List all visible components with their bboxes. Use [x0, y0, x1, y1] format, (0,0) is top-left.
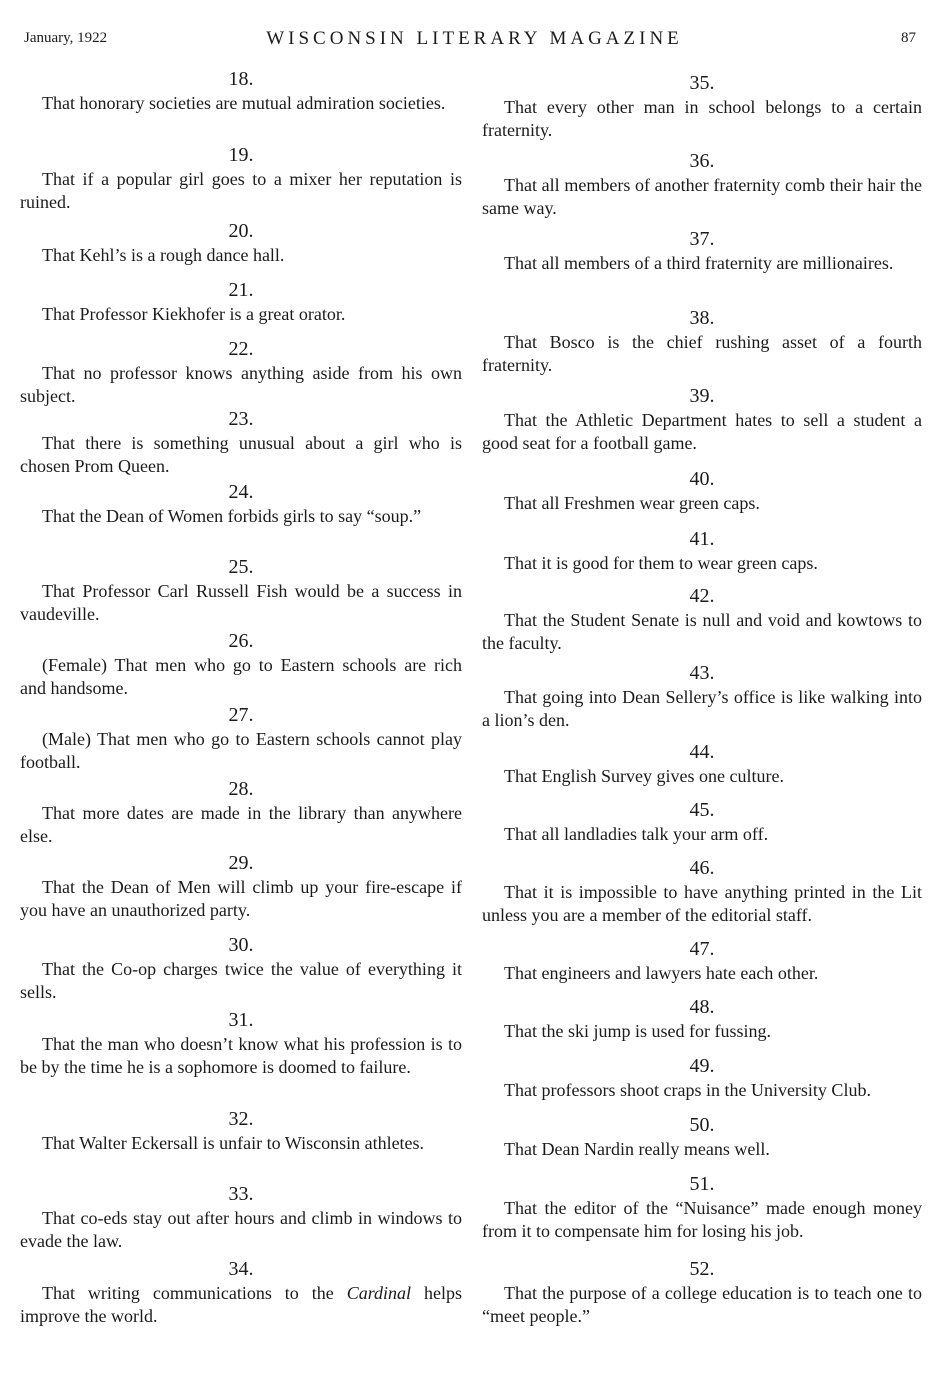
- item-number: 48.: [689, 996, 715, 1018]
- list-item-27: [20, 704, 462, 774]
- item-number: 41.: [689, 528, 715, 550]
- item-number: 34.: [228, 1258, 254, 1280]
- list-item-20: [20, 220, 462, 267]
- list-item-19: [20, 144, 462, 214]
- item-text: That it is good for them to wear green caps.: [504, 553, 818, 573]
- item-number: 27.: [228, 704, 254, 726]
- item-text: That co-eds stay out after hours and climb in windows to evade the law.: [20, 1208, 462, 1251]
- item-text: That the Athletic Department hates to sell a student a good seat for a football game.: [482, 410, 922, 453]
- item-number: 50.: [689, 1114, 715, 1136]
- item-text: That the Co-op charges twice the value of everything it sells.: [20, 959, 462, 1002]
- list-item-43: [482, 662, 922, 732]
- item-number: 35.: [689, 72, 715, 94]
- list-item-22: [20, 338, 462, 408]
- list-item-51: [482, 1173, 922, 1243]
- item-number: 37.: [689, 228, 715, 250]
- list-item-28: [20, 778, 462, 848]
- item-text: That the Student Senate is null and void and kowtows to the faculty.: [482, 610, 922, 653]
- item-text-part: helps improve the world.: [20, 1283, 463, 1326]
- item-text: That there is something unusual about a girl who is chosen Prom Queen.: [20, 433, 462, 476]
- item-number: 36.: [689, 150, 715, 172]
- item-number: 24.: [228, 481, 254, 503]
- list-item-50: [482, 1114, 922, 1161]
- item-text: That professors shoot craps in the University Club.: [504, 1080, 871, 1100]
- list-item-52: [482, 1258, 922, 1328]
- list-item-26: [20, 630, 462, 700]
- item-text: That Professor Carl Russell Fish would be a success in vaudeville.: [20, 581, 462, 624]
- list-item-49: [482, 1055, 922, 1102]
- item-text: (Female) That men who go to Eastern schools are rich and handsome.: [20, 655, 462, 698]
- item-text: That all members of a third fraternity are millionaires.: [504, 253, 894, 273]
- magazine-title: WISCONSIN LITERARY MAGAZINE: [266, 28, 683, 49]
- item-number: 30.: [228, 934, 254, 956]
- item-text: That Bosco is the chief rushing asset of a fourth fraternity.: [482, 332, 922, 375]
- item-text: That Dean Nardin really means well.: [504, 1139, 770, 1159]
- item-text: That every other man in school belongs to a certain fraternity.: [482, 97, 922, 140]
- page-number: 87: [901, 30, 916, 46]
- item-text: That Kehl’s is a rough dance hall.: [42, 245, 285, 265]
- list-item-40: [482, 468, 922, 515]
- item-number: 43.: [689, 662, 715, 684]
- item-text: That the Dean of Women forbids girls to say “soup.”: [42, 506, 422, 526]
- item-number: 33.: [228, 1183, 254, 1205]
- page-header: [0, 30, 949, 54]
- item-number: 28.: [228, 778, 254, 800]
- item-text: [20, 1282, 462, 1328]
- item-text: That all members of another fraternity comb their hair the same way.: [482, 175, 922, 218]
- list-item-41: [482, 528, 922, 575]
- list-item-36: [482, 150, 922, 220]
- item-text: (Male) That men who go to Eastern schools cannot play football.: [20, 729, 462, 772]
- item-text: That more dates are made in the library than anywhere else.: [20, 803, 462, 846]
- item-text: That honorary societies are mutual admiration societies.: [42, 93, 446, 113]
- item-text: That English Survey gives one culture.: [504, 766, 784, 786]
- item-text-part: That writing communications to the: [42, 1283, 347, 1303]
- item-number: 32.: [228, 1108, 254, 1130]
- item-number: 44.: [689, 741, 715, 763]
- item-number: 23.: [228, 408, 254, 430]
- item-text: That all landladies talk your arm off.: [504, 824, 769, 844]
- item-number: 19.: [228, 144, 254, 166]
- list-item-30: [20, 934, 462, 1004]
- list-item-48: [482, 996, 922, 1043]
- item-number: 20.: [228, 220, 254, 242]
- item-text: That the Dean of Men will climb up your fire-escape if you have an unauthorized party.: [20, 877, 462, 920]
- item-number: 47.: [689, 938, 715, 960]
- item-text: That if a popular girl goes to a mixer her reputation is ruined.: [20, 169, 462, 212]
- item-number: 25.: [228, 556, 254, 578]
- list-item-31: [20, 1009, 462, 1079]
- list-item-38: [482, 307, 922, 377]
- item-number: 26.: [228, 630, 254, 652]
- item-text: That all Freshmen wear green caps.: [504, 493, 760, 513]
- list-item-23: [20, 408, 462, 478]
- list-item-34: [20, 1258, 462, 1328]
- item-text: That Walter Eckersall is unfair to Wisconsin athletes.: [42, 1133, 425, 1153]
- item-number: 49.: [689, 1055, 715, 1077]
- item-number: 18.: [228, 68, 254, 90]
- item-number: 52.: [689, 1258, 715, 1280]
- item-number: 42.: [689, 585, 715, 607]
- list-item-25: [20, 556, 462, 626]
- item-text: That the ski jump is used for fussing.: [504, 1021, 771, 1041]
- item-text: That the editor of the “Nuisance” made enough money from it to compensate him for losing his job.: [482, 1198, 922, 1241]
- list-item-24: [20, 481, 462, 528]
- publication-name: Cardinal: [346, 1283, 412, 1303]
- list-item-37: [482, 228, 922, 275]
- list-item-18: [20, 68, 462, 115]
- item-text: That engineers and lawyers hate each other.: [504, 963, 819, 983]
- item-number: 22.: [228, 338, 254, 360]
- item-number: 29.: [228, 852, 254, 874]
- list-item-39: [482, 385, 922, 455]
- item-text: That no professor knows anything aside from his own subject.: [20, 363, 462, 406]
- item-text: That going into Dean Sellery’s office is like walking into a lion’s den.: [482, 687, 922, 730]
- list-item-44: [482, 741, 922, 788]
- item-text: That the purpose of a college education is to teach one to “meet people.”: [482, 1283, 922, 1326]
- item-text: That it is impossible to have anything printed in the Lit unless you are a member of the editorial staff.: [482, 882, 922, 925]
- item-number: 51.: [689, 1173, 715, 1195]
- item-text: That Professor Kiekhofer is a great orator.: [42, 304, 346, 324]
- item-number: 21.: [228, 279, 254, 301]
- list-item-32: [20, 1108, 462, 1155]
- list-item-46: [482, 857, 922, 927]
- item-number: 46.: [689, 857, 715, 879]
- item-number: 45.: [689, 799, 715, 821]
- list-item-35: [482, 72, 922, 142]
- item-number: 38.: [689, 307, 715, 329]
- list-item-21: [20, 279, 462, 326]
- item-text: That the man who doesn’t know what his profession is to be by the time he is a sophomore is doomed to failure.: [20, 1034, 462, 1077]
- item-number: 39.: [689, 385, 715, 407]
- item-number: 40.: [689, 468, 715, 490]
- list-item-29: [20, 852, 462, 922]
- list-item-47: [482, 938, 922, 985]
- list-item-45: [482, 799, 922, 846]
- issue-date: January, 1922: [24, 30, 108, 46]
- list-item-42: [482, 585, 922, 655]
- item-number: 31.: [228, 1009, 254, 1031]
- list-item-33: [20, 1183, 462, 1253]
